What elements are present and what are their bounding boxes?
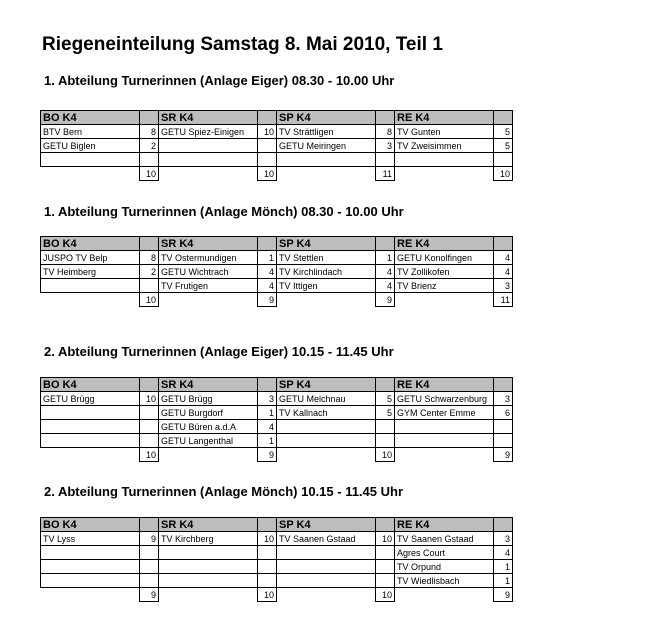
column-header: SR K4 xyxy=(159,378,258,392)
total-count-cell: 10 xyxy=(376,448,395,462)
team-name-cell: GETU Wichtrach xyxy=(159,265,258,279)
column-header: SP K4 xyxy=(277,237,376,251)
team-count-cell: 1 xyxy=(258,251,277,265)
team-count-cell xyxy=(258,139,277,153)
team-name-cell: TV Ittigen xyxy=(277,279,376,293)
team-name-cell: GETU Brügg xyxy=(159,392,258,406)
team-count-cell: 8 xyxy=(140,251,159,265)
column-header: BO K4 xyxy=(41,378,140,392)
team-count-cell xyxy=(140,153,159,167)
column-header-count xyxy=(376,378,395,392)
team-name-cell: TV Kallnach xyxy=(277,406,376,420)
team-name-cell xyxy=(159,574,258,588)
column-header-count xyxy=(258,378,277,392)
team-name-cell xyxy=(277,574,376,588)
team-name-cell xyxy=(159,139,258,153)
team-count-cell: 3 xyxy=(494,532,513,546)
totals-row xyxy=(41,588,513,602)
team-name-cell: GETU Meiringen xyxy=(277,139,376,153)
total-count-cell: 9 xyxy=(140,588,159,602)
team-count-cell: 10 xyxy=(376,532,395,546)
table-row xyxy=(41,546,513,560)
team-name-cell xyxy=(395,434,494,448)
column-header-count xyxy=(258,518,277,532)
team-name-cell: TV Orpund xyxy=(395,560,494,574)
team-count-cell: 1 xyxy=(494,574,513,588)
column-header-count xyxy=(494,518,513,532)
team-count-cell: 4 xyxy=(258,420,277,434)
team-name-cell: TV Zweisimmen xyxy=(395,139,494,153)
team-count-cell xyxy=(376,420,395,434)
column-header-count xyxy=(258,237,277,251)
total-count-cell: 9 xyxy=(494,448,513,462)
table-header-row xyxy=(41,111,513,125)
totals-spacer xyxy=(159,448,258,462)
column-header: RE K4 xyxy=(395,111,494,125)
totals-spacer xyxy=(395,448,494,462)
total-count-cell: 10 xyxy=(140,448,159,462)
total-count-cell: 9 xyxy=(258,293,277,307)
team-name-cell xyxy=(41,406,140,420)
team-name-cell xyxy=(159,560,258,574)
table-row xyxy=(41,139,513,153)
column-header-count xyxy=(140,378,159,392)
team-name-cell xyxy=(277,560,376,574)
table-header-row xyxy=(41,237,513,251)
column-header: SP K4 xyxy=(277,111,376,125)
column-header: BO K4 xyxy=(41,111,140,125)
team-count-cell xyxy=(376,560,395,574)
team-count-cell xyxy=(494,153,513,167)
total-count-cell: 11 xyxy=(376,167,395,181)
table-row xyxy=(41,265,513,279)
team-name-cell: TV Lyss xyxy=(41,532,140,546)
team-count-cell xyxy=(376,574,395,588)
table-row xyxy=(41,574,513,588)
team-count-cell: 8 xyxy=(376,125,395,139)
column-header-count xyxy=(494,378,513,392)
team-count-cell xyxy=(140,574,159,588)
group-table xyxy=(40,517,513,602)
column-header: SR K4 xyxy=(159,111,258,125)
team-count-cell: 4 xyxy=(376,265,395,279)
team-count-cell: 5 xyxy=(494,125,513,139)
column-header-count xyxy=(376,237,395,251)
total-count-cell: 10 xyxy=(140,293,159,307)
totals-spacer xyxy=(41,167,140,181)
totals-spacer xyxy=(159,588,258,602)
team-name-cell xyxy=(159,153,258,167)
totals-spacer xyxy=(395,167,494,181)
team-count-cell xyxy=(140,560,159,574)
team-name-cell xyxy=(277,153,376,167)
column-header-count xyxy=(494,111,513,125)
table-row xyxy=(41,392,513,406)
page-title: Riegeneinteilung Samstag 8. Mai 2010, Teil 1 xyxy=(42,34,443,55)
totals-row xyxy=(41,293,513,307)
team-name-cell xyxy=(277,546,376,560)
team-name-cell xyxy=(41,434,140,448)
column-header-count xyxy=(376,518,395,532)
totals-spacer xyxy=(159,167,258,181)
totals-spacer xyxy=(277,167,376,181)
team-count-cell: 2 xyxy=(140,265,159,279)
column-header: SR K4 xyxy=(159,518,258,532)
team-name-cell: GETU Spiez-Einigen xyxy=(159,125,258,139)
column-header-count xyxy=(376,111,395,125)
team-name-cell: GETU Burgdorf xyxy=(159,406,258,420)
table-row xyxy=(41,125,513,139)
team-count-cell: 3 xyxy=(494,392,513,406)
team-count-cell: 8 xyxy=(140,125,159,139)
team-count-cell: 4 xyxy=(376,279,395,293)
team-count-cell: 5 xyxy=(376,392,395,406)
column-header-count xyxy=(494,237,513,251)
table-row xyxy=(41,279,513,293)
team-name-cell: GETU Büren a.d.A xyxy=(159,420,258,434)
team-count-cell xyxy=(258,574,277,588)
team-count-cell xyxy=(140,434,159,448)
column-header: RE K4 xyxy=(395,237,494,251)
team-name-cell: TV Strättligen xyxy=(277,125,376,139)
table-row xyxy=(41,251,513,265)
total-count-cell: 9 xyxy=(376,293,395,307)
column-header: SR K4 xyxy=(159,237,258,251)
team-name-cell: TV Zollikofen xyxy=(395,265,494,279)
team-name-cell xyxy=(41,574,140,588)
team-name-cell xyxy=(41,153,140,167)
totals-spacer xyxy=(277,588,376,602)
table-row xyxy=(41,532,513,546)
column-header-count xyxy=(140,237,159,251)
table-row xyxy=(41,406,513,420)
column-header: RE K4 xyxy=(395,518,494,532)
team-count-cell: 5 xyxy=(376,406,395,420)
team-name-cell: TV Kirchberg xyxy=(159,532,258,546)
team-count-cell xyxy=(140,279,159,293)
total-count-cell: 11 xyxy=(494,293,513,307)
group-table xyxy=(40,110,513,181)
column-header: RE K4 xyxy=(395,378,494,392)
team-count-cell: 2 xyxy=(140,139,159,153)
team-name-cell xyxy=(41,420,140,434)
table-row xyxy=(41,153,513,167)
team-name-cell: TV Frutigen xyxy=(159,279,258,293)
team-count-cell xyxy=(494,420,513,434)
team-name-cell: GETU Melchnau xyxy=(277,392,376,406)
team-name-cell: TV Kirchlindach xyxy=(277,265,376,279)
column-header: SP K4 xyxy=(277,518,376,532)
totals-spacer xyxy=(395,588,494,602)
team-count-cell: 4 xyxy=(494,251,513,265)
team-count-cell xyxy=(258,560,277,574)
column-header: SP K4 xyxy=(277,378,376,392)
team-name-cell xyxy=(41,560,140,574)
team-name-cell: TV Wiedlisbach xyxy=(395,574,494,588)
team-count-cell: 5 xyxy=(494,139,513,153)
table-header-row xyxy=(41,518,513,532)
section-title: 1. Abteilung Turnerinnen (Anlage Eiger) 08.30 - 10.00 Uhr xyxy=(44,73,395,88)
team-name-cell xyxy=(395,153,494,167)
team-count-cell xyxy=(376,546,395,560)
total-count-cell: 9 xyxy=(258,448,277,462)
team-name-cell xyxy=(41,279,140,293)
team-count-cell: 3 xyxy=(376,139,395,153)
table-header-row xyxy=(41,378,513,392)
team-name-cell: TV Stettlen xyxy=(277,251,376,265)
team-count-cell: 3 xyxy=(258,392,277,406)
team-count-cell: 4 xyxy=(258,279,277,293)
team-count-cell xyxy=(140,406,159,420)
team-name-cell xyxy=(395,420,494,434)
team-count-cell: 3 xyxy=(494,279,513,293)
team-count-cell: 4 xyxy=(494,265,513,279)
totals-spacer xyxy=(395,293,494,307)
team-name-cell: TV Saanen Gstaad xyxy=(395,532,494,546)
team-name-cell xyxy=(277,434,376,448)
section-title: 2. Abteilung Turnerinnen (Anlage Mönch) 10.15 - 11.45 Uhr xyxy=(44,484,404,499)
totals-spacer xyxy=(159,293,258,307)
team-count-cell: 10 xyxy=(258,532,277,546)
section-title: 2. Abteilung Turnerinnen (Anlage Eiger) 10.15 - 11.45 Uhr xyxy=(44,344,394,359)
team-name-cell xyxy=(277,420,376,434)
team-name-cell: TV Heimberg xyxy=(41,265,140,279)
total-count-cell: 10 xyxy=(376,588,395,602)
team-name-cell: BTV Bern xyxy=(41,125,140,139)
team-count-cell xyxy=(258,153,277,167)
total-count-cell: 10 xyxy=(140,167,159,181)
team-count-cell: 4 xyxy=(258,265,277,279)
team-name-cell: GYM Center Emme xyxy=(395,406,494,420)
team-count-cell: 6 xyxy=(494,406,513,420)
totals-row xyxy=(41,448,513,462)
totals-spacer xyxy=(277,448,376,462)
column-header: BO K4 xyxy=(41,518,140,532)
column-header-count xyxy=(140,111,159,125)
team-count-cell xyxy=(376,153,395,167)
totals-spacer xyxy=(277,293,376,307)
team-name-cell: TV Ostermundigen xyxy=(159,251,258,265)
total-count-cell: 10 xyxy=(258,167,277,181)
section-title: 1. Abteilung Turnerinnen (Anlage Mönch) 08.30 - 10.00 Uhr xyxy=(44,204,404,219)
table-row xyxy=(41,560,513,574)
column-header: BO K4 xyxy=(41,237,140,251)
totals-spacer xyxy=(41,448,140,462)
total-count-cell: 9 xyxy=(494,588,513,602)
team-name-cell: GETU Konolfingen xyxy=(395,251,494,265)
team-count-cell: 1 xyxy=(494,560,513,574)
team-count-cell xyxy=(140,420,159,434)
team-name-cell: TV Saanen Gstaad xyxy=(277,532,376,546)
column-header-count xyxy=(258,111,277,125)
team-name-cell: GETU Langenthal xyxy=(159,434,258,448)
team-name-cell xyxy=(41,546,140,560)
team-count-cell: 10 xyxy=(258,125,277,139)
team-name-cell: GETU Biglen xyxy=(41,139,140,153)
team-name-cell: GETU Brügg xyxy=(41,392,140,406)
totals-row xyxy=(41,167,513,181)
team-count-cell xyxy=(376,434,395,448)
team-count-cell: 10 xyxy=(140,392,159,406)
table-row xyxy=(41,420,513,434)
totals-spacer xyxy=(41,293,140,307)
team-count-cell: 9 xyxy=(140,532,159,546)
team-name-cell xyxy=(159,546,258,560)
team-count-cell: 1 xyxy=(376,251,395,265)
team-count-cell xyxy=(140,546,159,560)
table-row xyxy=(41,434,513,448)
team-count-cell xyxy=(494,434,513,448)
team-count-cell: 4 xyxy=(494,546,513,560)
team-count-cell xyxy=(258,546,277,560)
column-header-count xyxy=(140,518,159,532)
group-table xyxy=(40,236,513,307)
team-count-cell: 1 xyxy=(258,434,277,448)
team-count-cell: 1 xyxy=(258,406,277,420)
team-name-cell: TV Gunten xyxy=(395,125,494,139)
team-name-cell: JUSPO TV Belp xyxy=(41,251,140,265)
team-name-cell: Agres Court xyxy=(395,546,494,560)
team-name-cell: TV Brienz xyxy=(395,279,494,293)
totals-spacer xyxy=(41,588,140,602)
team-name-cell: GETU Schwarzenburg xyxy=(395,392,494,406)
group-table xyxy=(40,377,513,462)
total-count-cell: 10 xyxy=(258,588,277,602)
total-count-cell: 10 xyxy=(494,167,513,181)
